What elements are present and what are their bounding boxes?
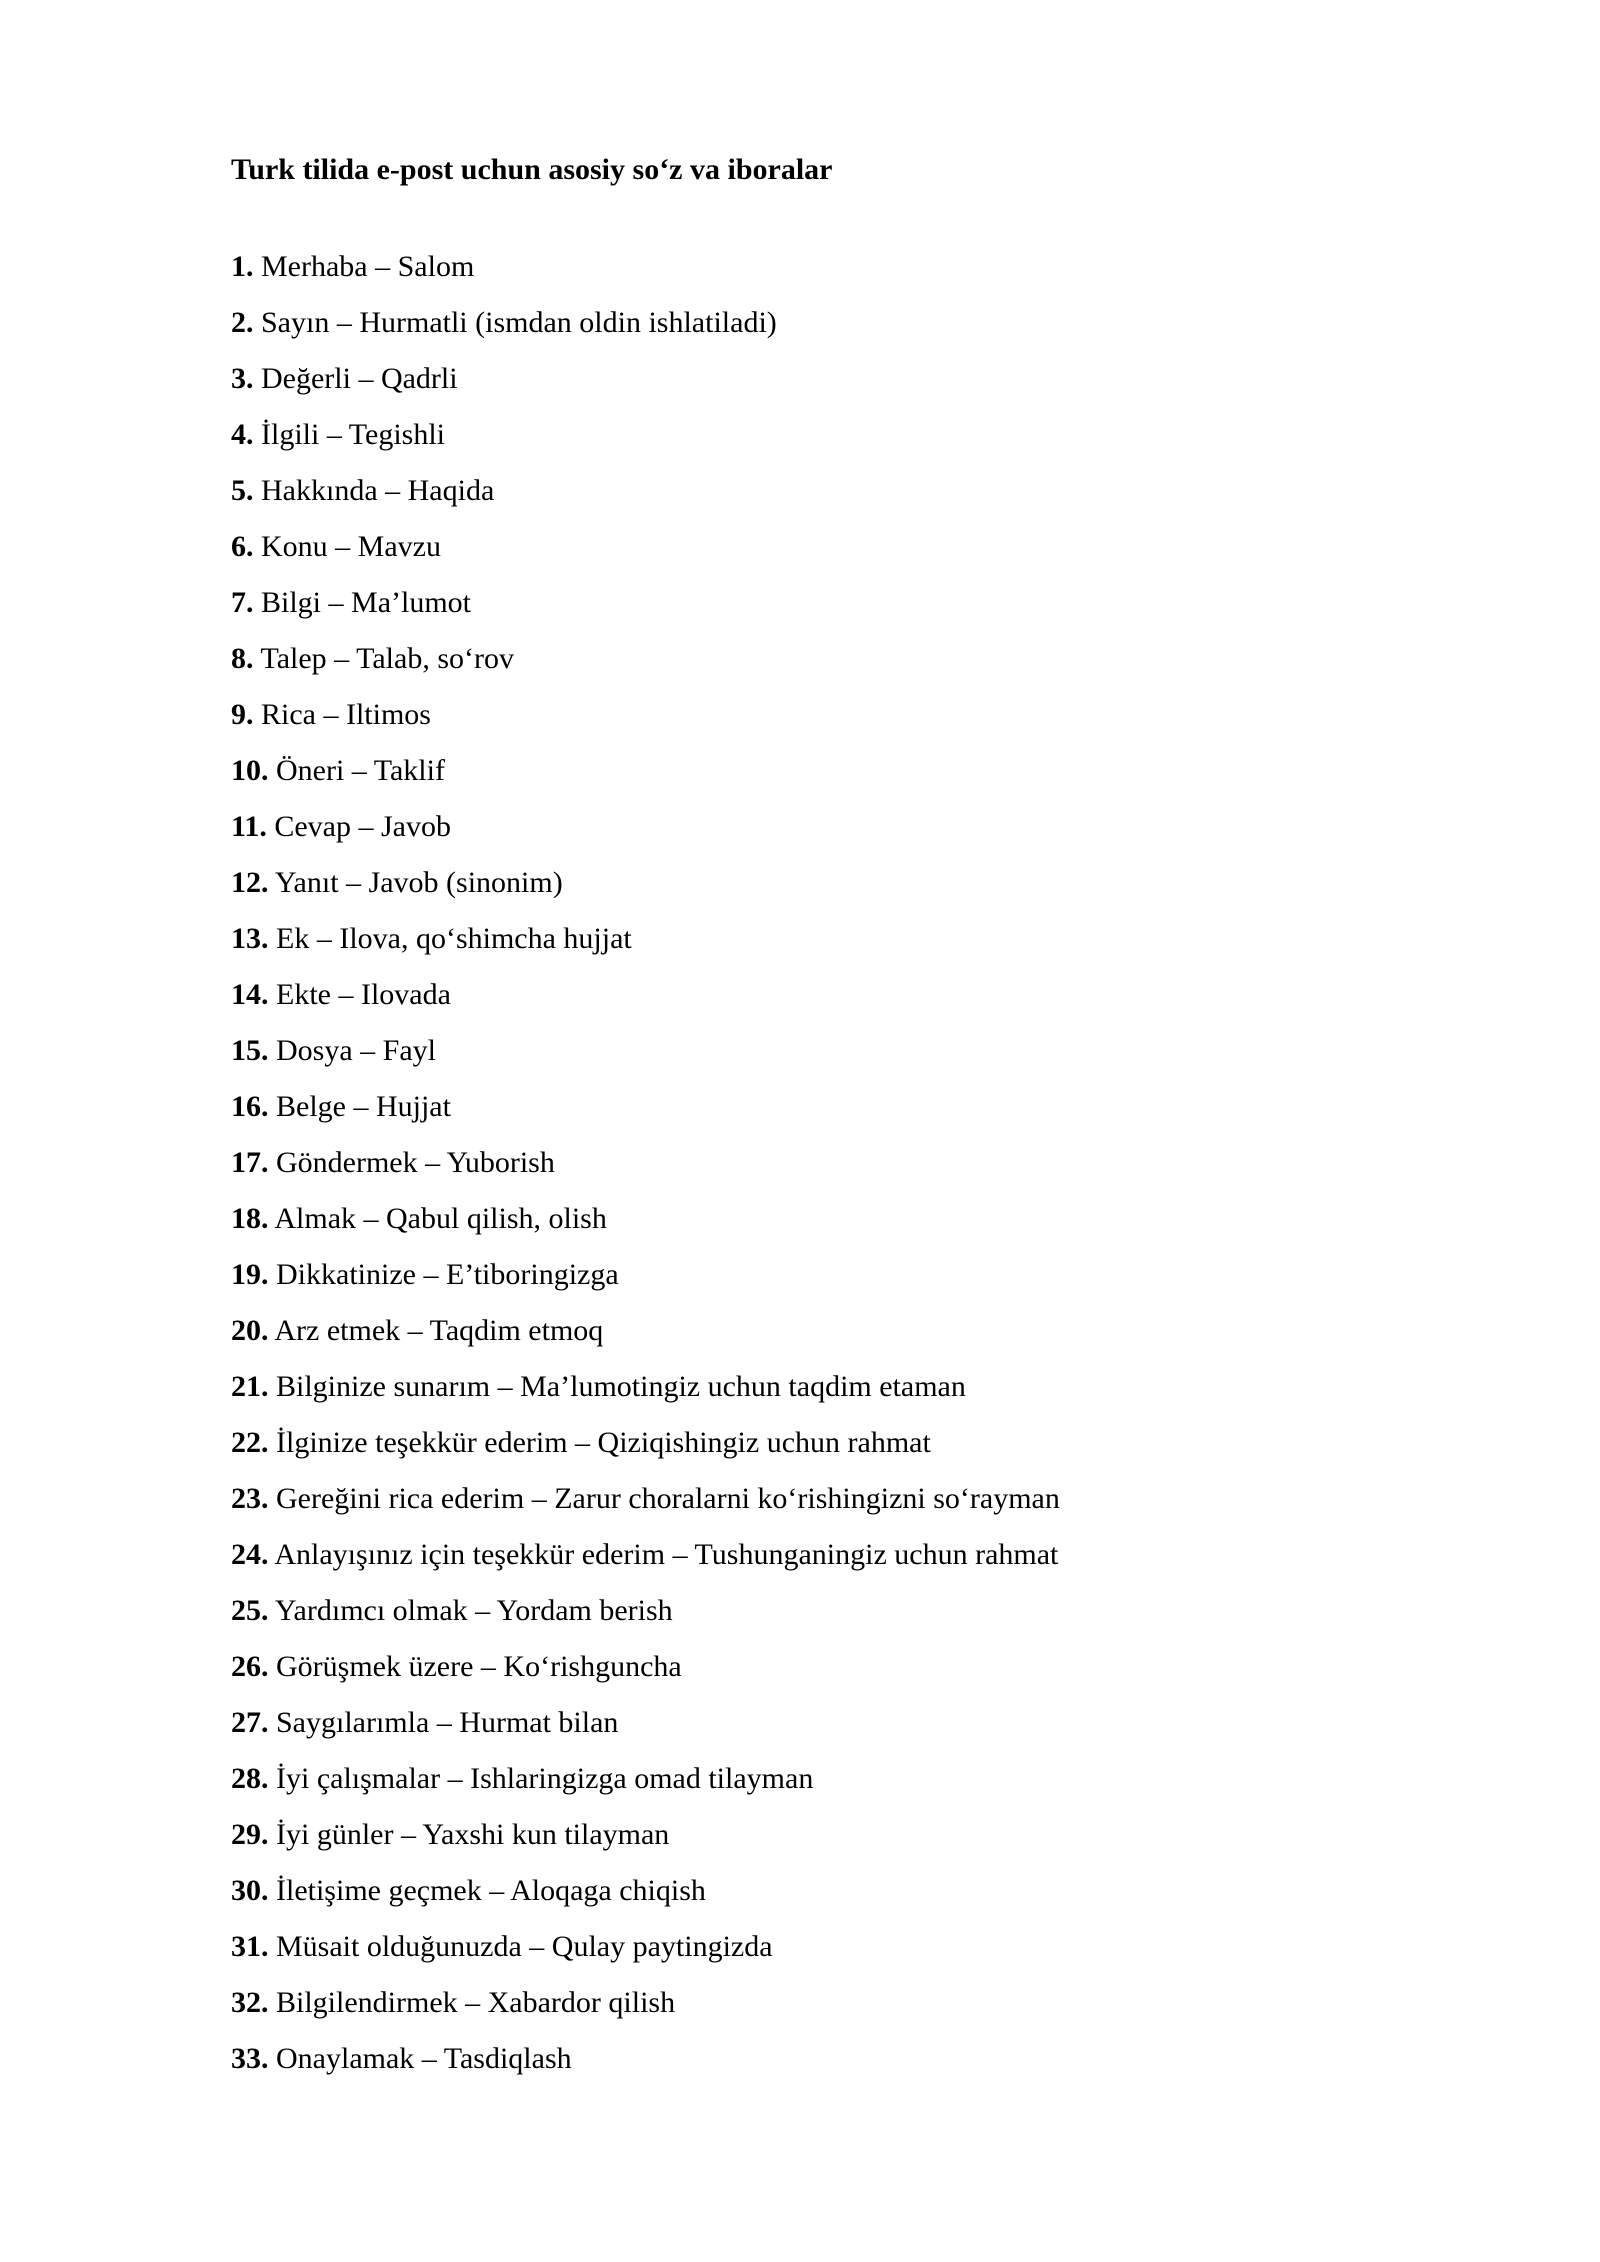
item-number: 11. [231,810,267,843]
item-number: 8. [231,642,254,675]
list-item [231,1979,1060,2035]
list-item [231,1867,1060,1923]
item-text: İlgili – Tegishli [261,418,446,451]
item-text: Merhaba – Salom [261,250,475,283]
item-text: Yardımcı olmak – Yordam berish [274,1594,673,1627]
item-text: Bilgi – Ma’lumot [261,586,471,619]
item-text: Saygılarımla – Hurmat bilan [276,1706,619,1739]
item-text: İletişime geçmek – Aloqaga chiqish [276,1874,706,1907]
list-item [231,1419,1060,1475]
item-text: İyi günler – Yaxshi kun tilayman [276,1818,670,1851]
list-item [231,971,1060,1027]
item-text: Bilginize sunarım – Ma’lumotingiz uchun taqdim etaman [276,1370,966,1403]
item-number: 29. [231,1818,269,1851]
item-text: Görüşmek üzere – Ko‘rishguncha [276,1650,682,1683]
list-item [231,915,1060,971]
list-item [231,1475,1060,1531]
list-item [231,1027,1060,1083]
item-number: 30. [231,1874,269,1907]
item-number: 16. [231,1090,269,1123]
item-text: Ekte – Ilovada [276,978,451,1011]
list-item [231,299,1060,355]
item-number: 26. [231,1650,269,1683]
item-number: 17. [231,1146,269,1179]
list-item [231,859,1060,915]
item-number: 28. [231,1762,269,1795]
item-text: Gereğini rica ederim – Zarur choralarni ko‘rishingizni so‘rayman [276,1482,1060,1515]
list-item [231,355,1060,411]
item-text: Sayın – Hurmatli (ismdan oldin ishlatiladi) [261,306,777,339]
item-text: Belge – Hujjat [276,1090,451,1123]
item-text: İlginize teşekkür ederim – Qiziqishingiz uchun rahmat [276,1426,931,1459]
list-item [231,1811,1060,1867]
item-number: 10. [231,754,269,787]
item-number: 4. [231,418,254,451]
item-text: İyi çalışmalar – Ishlaringizga omad tilayman [276,1762,814,1795]
list-item [231,747,1060,803]
item-number: 6. [231,530,254,563]
item-number: 7. [231,586,254,619]
item-text: Ek – Ilova, qo‘shimcha hujjat [276,922,632,955]
list-item [231,1307,1060,1363]
list-item [231,579,1060,635]
item-number: 18. [231,1202,269,1235]
item-text: Rica – Iltimos [261,698,431,731]
item-number: 1. [231,250,254,283]
list-item [231,691,1060,747]
item-text: Değerli – Qadrli [261,362,458,395]
item-text: Talep – Talab, so‘rov [260,642,514,675]
list-item [231,243,1060,299]
list-item [231,1923,1060,1979]
item-number: 21. [231,1370,269,1403]
item-text: Öneri – Taklif [276,754,445,787]
item-text: Dikkatinize – E’tiboringizga [276,1258,619,1291]
item-number: 5. [231,474,254,507]
term-list [231,243,1060,2091]
item-text: Müsait olduğunuzda – Qulay paytingizda [276,1930,773,1963]
list-item [231,2035,1060,2091]
list-item [231,1531,1060,1587]
item-number: 23. [231,1482,269,1515]
item-number: 27. [231,1706,269,1739]
list-item [231,635,1060,691]
item-number: 14. [231,978,269,1011]
item-number: 33. [231,2042,269,2075]
list-item [231,1195,1060,1251]
list-item [231,803,1060,859]
item-text: Dosya – Fayl [276,1034,436,1067]
list-item [231,1699,1060,1755]
list-item [231,1587,1060,1643]
item-number: 20. [231,1314,269,1347]
item-number: 22. [231,1426,269,1459]
item-text: Anlayışınız için teşekkür ederim – Tushunganingiz uchun rahmat [274,1538,1059,1571]
list-item [231,1755,1060,1811]
item-number: 32. [231,1986,269,2019]
item-text: Konu – Mavzu [261,530,441,563]
item-text: Arz etmek – Taqdim etmoq [274,1314,604,1347]
item-number: 9. [231,698,254,731]
document-title: Turk tilida e-post uchun asosiy so‘z va iboralar [231,153,833,186]
item-number: 13. [231,922,269,955]
list-item [231,411,1060,467]
item-text: Yanıt – Javob (sinonim) [274,866,563,899]
item-number: 31. [231,1930,269,1963]
item-text: Cevap – Javob [274,810,451,843]
list-item [231,1251,1060,1307]
item-text: Almak – Qabul qilish, olish [274,1202,607,1235]
item-number: 19. [231,1258,269,1291]
item-number: 3. [231,362,254,395]
item-text: Bilgilendirmek – Xabardor qilish [276,1986,676,2019]
item-text: Göndermek – Yuborish [276,1146,555,1179]
item-text: Onaylamak – Tasdiqlash [276,2042,572,2075]
list-item [231,1083,1060,1139]
list-item [231,523,1060,579]
item-number: 2. [231,306,254,339]
list-item [231,1139,1060,1195]
list-item [231,1363,1060,1419]
list-item [231,1643,1060,1699]
item-number: 24. [231,1538,269,1571]
list-item [231,467,1060,523]
item-number: 15. [231,1034,269,1067]
item-text: Hakkında – Haqida [261,474,495,507]
item-number: 25. [231,1594,269,1627]
item-number: 12. [231,866,269,899]
